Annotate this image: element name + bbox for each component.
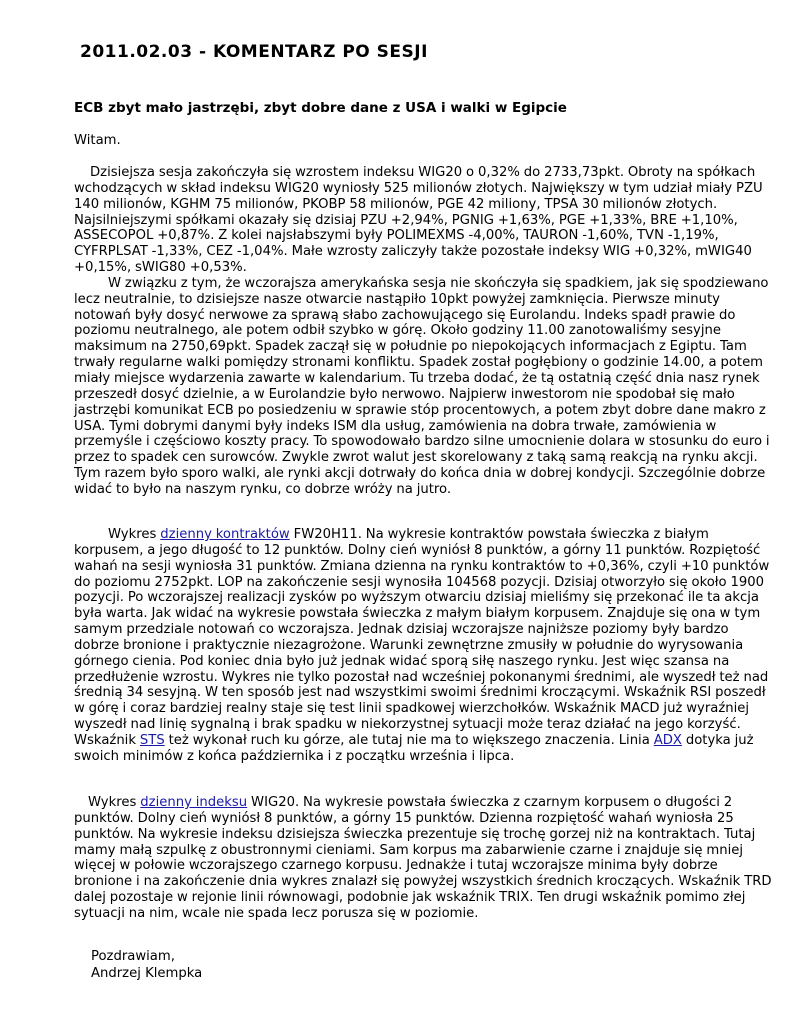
paragraph-session-course: W związku z tym, że wczorajsza amerykańska sesja nie skończyła się spadkiem, jak się spodziewano lecz neutralnie, to dzisiejsze nasze otwarcie nastąpiło 10pkt powyżej zamknięcia. Pierwsze minuty notowań były dosyć nerwowe za sprawą słabo zachowującego się Eurolandu. Indeks spadł prawie do poziomu neutralnego, ale potem odbił szybko w górę. Około godziny 11.00 zanotowaliśmy sesyjne maksimum na 2750,69pkt. Spadek zaczął się w południe po niepokojących informacjach z Egiptu. Tam trwały regularne walki pomiędzy stronami konfliktu. Spadek został pogłębiony o godzinie 14.00, a potem miały miejsce wydarzenia zawarte w kalendarium. Tu trzeba dodać, że tą ostatnią część dnia nasz rynek przeszedł dosyć dzielnie, a w Eurolandzie było nerwowo. Najpierw inwestorom nie spodobał się mało jastrzębi komunikat ECB po posiedzeniu w sprawie stóp procentowych, a potem zbyt dobre dane makro z USA. Tymi dobrymi danymi były indeks ISM dla usług, zamówienia na dobra trwałe, zamówienia w przemyśle i częściowo koszty pracy. To spowodowało bardzo silne umocnienie dolara w stosunku do euro i przez to spadek cen surowców. Zwykle zwrot walut jest skorelowany z taką samą reakcją na rynku akcji. Tym razem było sporo walki, ale rynki akcji dotrwały do końca dnia w dobrej kondycji. Szczególnie dobrze widać to było na naszym rynku, co dobrze wróży na jutro. <box>74 275 770 497</box>
paragraph-futures-chart: Wykres dzienny kontraktów FW20H11. Na wykresie kontraktów powstała świeczka z białym korpusem, a jego długość to 12 punktów. Dolny cień wyniósł 8 punktów, a górny 11 punktów. Rozpiętość wahań na sesji wyniosła 31 punktów. Zmiana dzienna na rynku kontraktów to +0,36%, czyli +10 punktów do poziomu 2752pkt. LOP na zakończenie sesji wynosiła 104568 pozycji. Dzisiaj otworzyło się około 1900 pozycji. Po wczorajszej realizacji zysków po wyższym otwarciu dzisiaj mieliśmy się przekonać ile ta akcja była warta. Jak widać na wykresie powstała świeczka z małym białym korpusem. Znajduje się ona w tym samym przedziale notowań co wczorajsza. Jednak dzisiaj wczorajsze najniższe poziomy były bardzo dobrze bronione i praktycznie niezagrożone. Warunki zewnętrzne zmusiły w południe do wyrysowania górnego cienia. Pod koniec dnia było już jednak widać sporą siłę naszego rynku. Jest więc szansa na przedłużenie wzrostu. Wykres nie tylko pozostał nad wcześniej pokonanymi średnimi, ale wyszedł też nad średnią 34 sesyjną. W ten sposób jest nad wszystkimi swoimi średnimi kroczącymi. Wskaźnik RSI poszedł w górę i coraz bardziej realny staje się test linii spadkowej wierzchołków. Wskaźnik MACD już wyraźniej wyszedł nad linię sygnalną i brak spadku w niekorzystnej sytuacji może teraz działać na jego korzyść. Wskaźnik STS też wykonał ruch ku górze, ale tutaj nie ma to większego znaczenia. Linia ADX dotyka już swoich minimów z końca października i z początku września i lipca. <box>74 527 770 764</box>
futures-chart-link[interactable]: dzienny kontraktów <box>160 527 290 542</box>
market-summary <box>74 165 774 498</box>
signature <box>91 948 202 982</box>
page-title: 2011.02.03 - KOMENTARZ PO SESJI <box>80 42 428 62</box>
paragraph-index-chart: Wykres dzienny indeksu WIG20. Na wykresie powstała świeczka z czarnym korpusem o długości 2 punktów. Dolny cień wyniósł 8 punktów, a górny 15 punktów. Dzienna rozpiętość wahań wyniosła 25 punktów. Na wykresie indeksu dzisiejsza świeczka prezentuje się trochę gorzej niż na kontraktach. Tutaj mamy małą szpulkę z obustronnymi cieniami. Sam korpus ma zabarwienie czarne i znajduje się mniej więcej w połowie wczorajszego czarnego korpusu. Jednakże i tutaj wczorajsze minima były dobrze bronione i na zakończenie dnia wykres znalazł się powyżej wszystkich średnich kroczących. Wskaźnik TRD dalej pozostaje w rejonie linii równowagi, podobnie jak wskaźnik TRIX. Ten drugi wskaźnik pomimo złej sytuacji na nim, wcale nie spada lecz porusza się w poziomie. <box>74 795 772 921</box>
adx-link[interactable]: ADX <box>653 732 682 748</box>
paragraph-session-summary: Dzisiejsza sesja zakończyła się wzrostem indeksu WIG20 o 0,32% do 2733,73pkt. Obroty na spółkach wchodzących w skład indeksu WIG20 wyniosły 525 milionów złotych. Największy w tym udział miały PZU 140 milionów, KGHM 75 milionów, PKOBP 58 milionów, PGE 42 miliony, TPSA 30 milionów złotych. Najsilniejszymi spółkami okazały się dzisiaj PZU +2,94%, PGNIG +1,63%, PGE +1,33%, BRE +1,10%, ASSECOPOL +0,87%. Z kolei najsłabszymi były POLIMEXMS -4,00%, TAURON -1,60%, TVN -1,19%, CYFRPLSAT -1,33%, CEZ -1,04%. Małe wzrosty zaliczyły także pozostałe indeksy WIG +0,32%, mWIG40 +0,15%, sWIG80 +0,53%. <box>74 165 763 276</box>
index-chart-link[interactable]: dzienny indeksu <box>140 795 248 810</box>
sts-link[interactable]: STS <box>139 732 165 748</box>
greeting: Witam. <box>74 133 121 148</box>
closing-text: Pozdrawiam, <box>91 949 175 964</box>
article-title: ECB zbyt mało jastrzębi, zbyt dobre dane z USA i walki w Egipcie <box>74 100 567 116</box>
author-name: Andrzej Klempka <box>91 966 203 981</box>
